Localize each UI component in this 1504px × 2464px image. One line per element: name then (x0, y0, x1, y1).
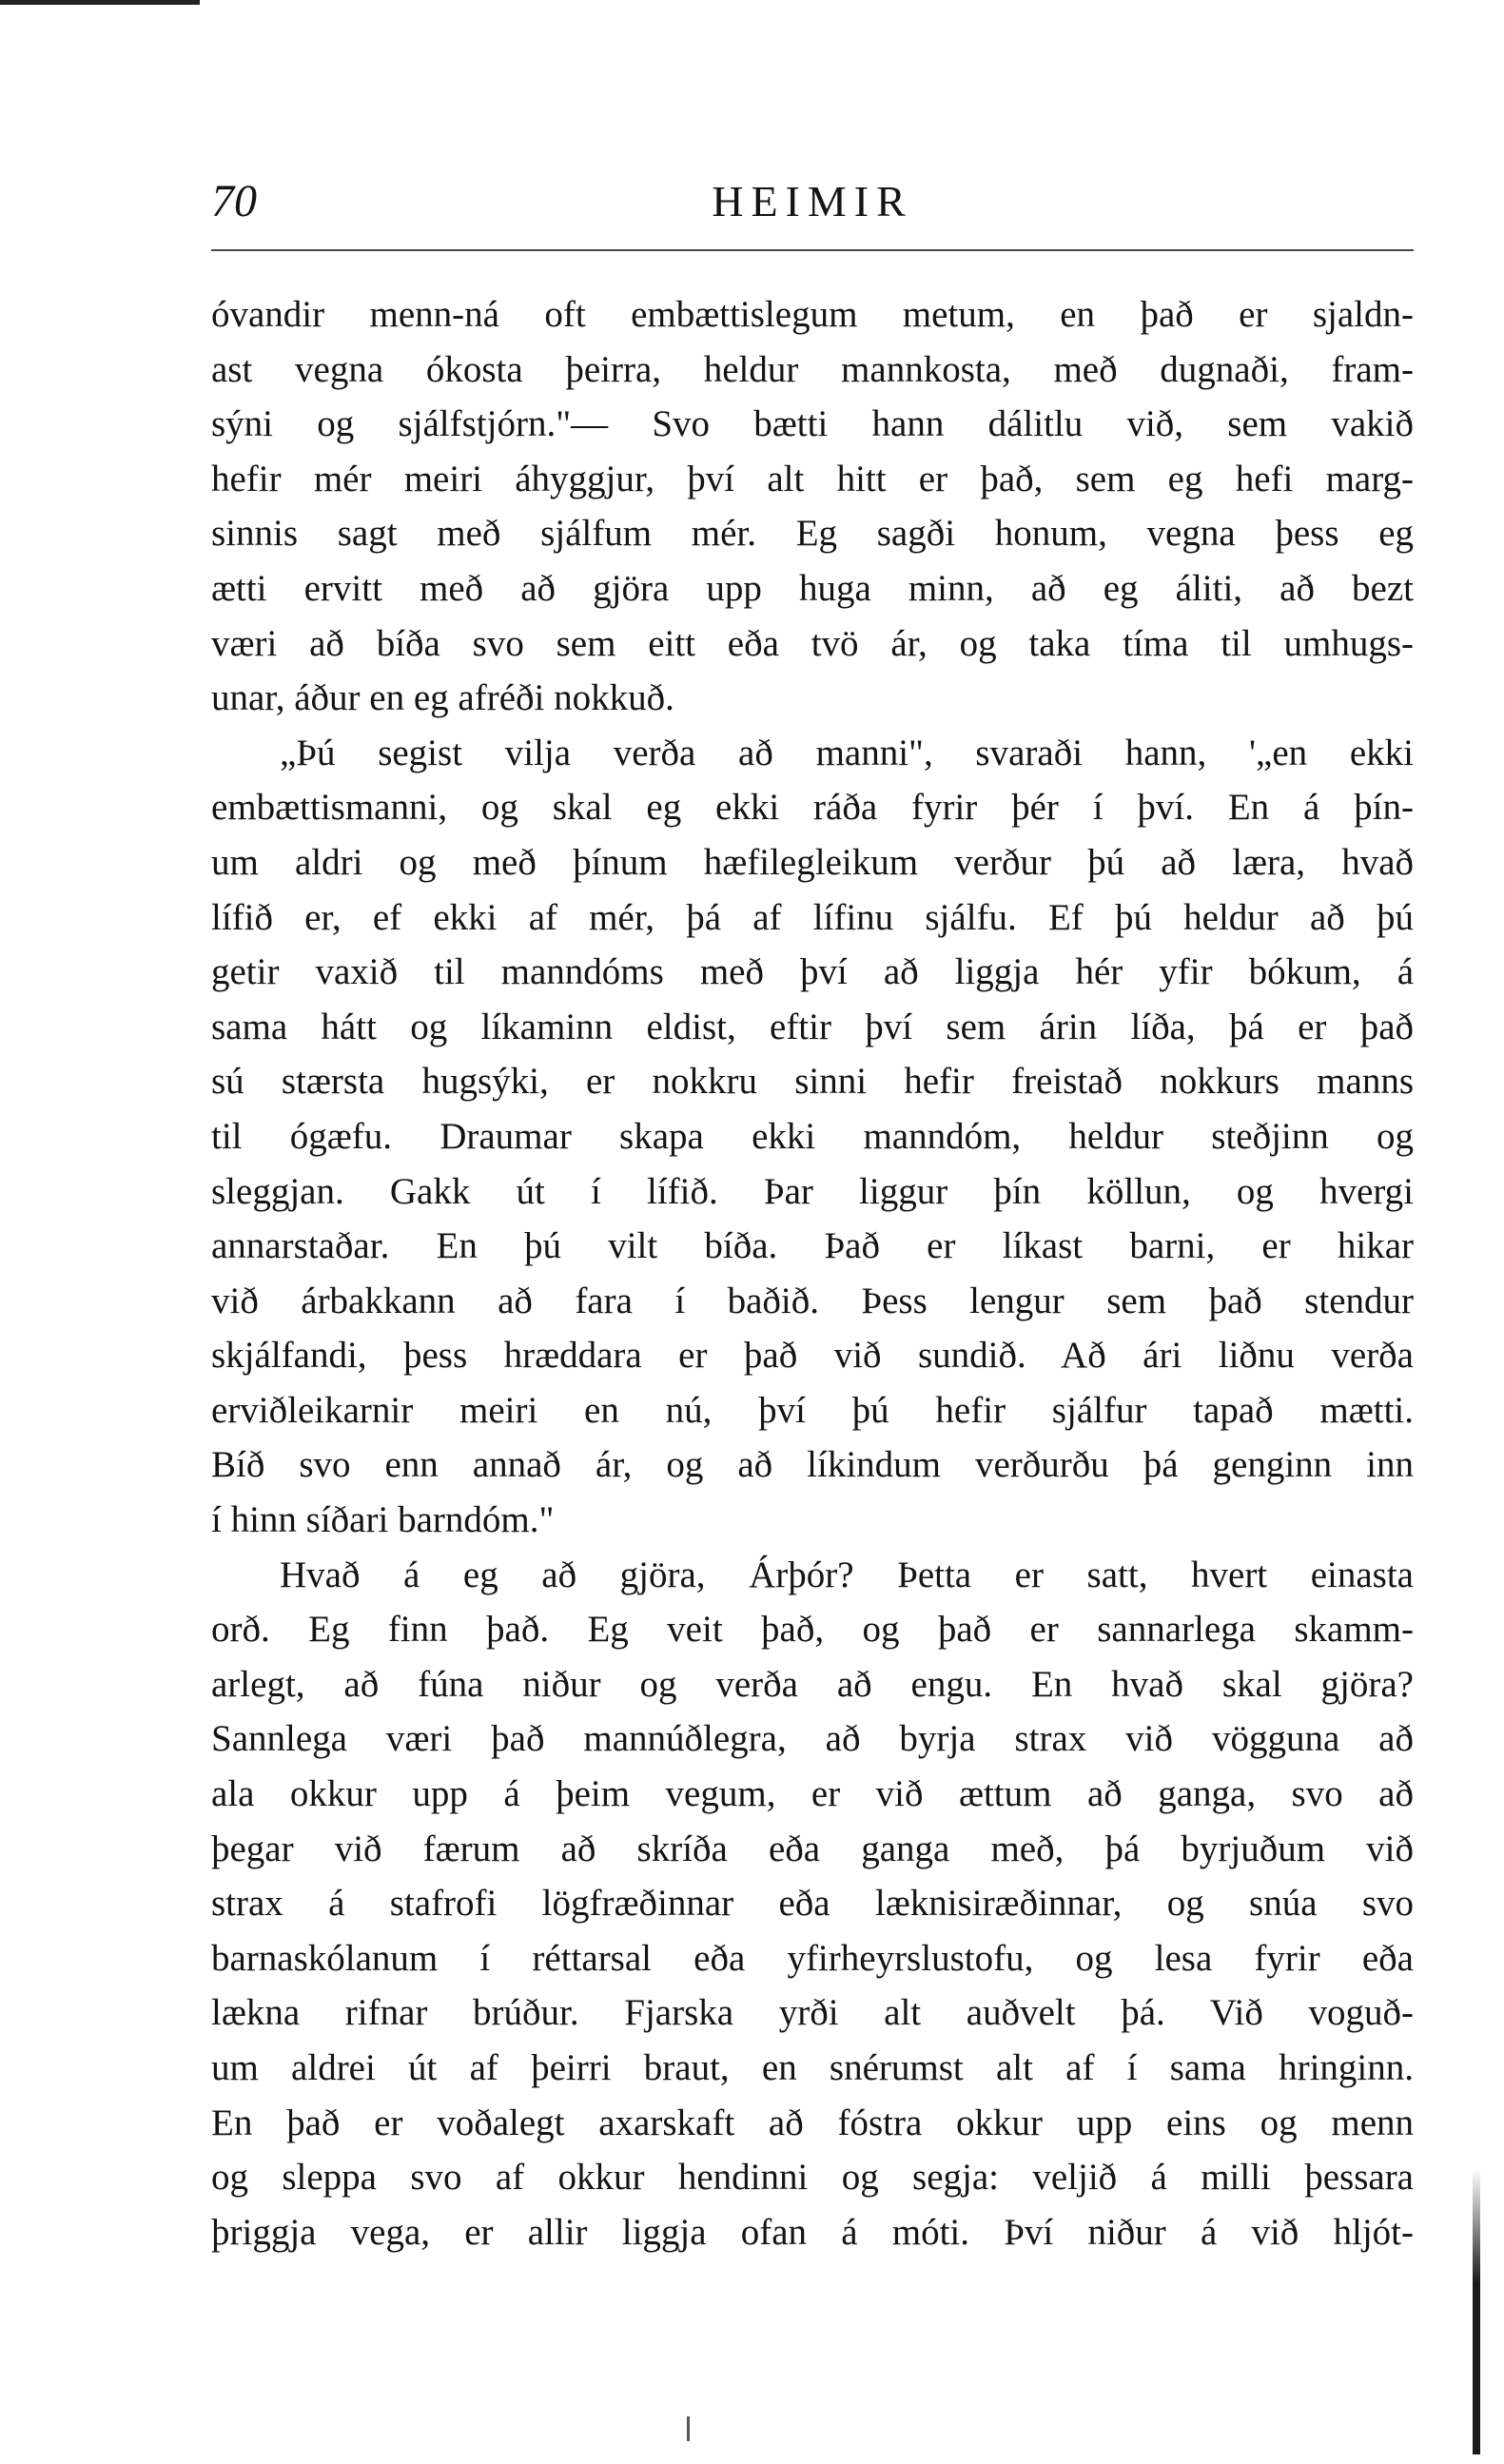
page-header (211, 173, 1414, 240)
text-line: lækna rifnar brúður. Fjarska yrði alt auðvelt þá. Við voguð- (211, 1992, 1414, 2034)
body-text (211, 287, 1414, 2259)
text-line: til ógæfu. Draumar skapa ekki manndóm, heldur steðjinn og (211, 1115, 1414, 1157)
text-line: skjálfandi, þess hræddara er það við sundið. Að ári liðnu verða (211, 1335, 1414, 1377)
text-line: ast vegna ókosta þeirra, heldur mannkosta, með dugnaði, fram- (211, 348, 1414, 390)
text-line: og sleppa svo af okkur hendinni og segja: veljið á milli þessara (211, 2157, 1414, 2199)
running-head: HEIMIR (712, 177, 913, 225)
text-line: ala okkur upp á þeim vegum, er við ættum að ganga, svo að (211, 1773, 1414, 1815)
text-line: getir vaxið til manndóms með því að liggja hér yfir bókum, á (211, 951, 1414, 993)
text-line: sinnis sagt með sjálfum mér. Eg sagði honum, vegna þess eg (211, 513, 1414, 555)
text-line: arlegt, að fúna niður og verða að engu. En hvað skal gjöra? (211, 1663, 1414, 1705)
bottom-mark (687, 2416, 690, 2441)
text-line: En það er voðalegt axarskaft að fóstra okkur upp eins og menn (211, 2102, 1414, 2143)
text-line: um aldrei út af þeirri braut, en snérumst alt af í sama hringinn. (211, 2047, 1414, 2088)
text-line: embættismanni, og skal eg ekki ráða fyrir þér í því. En á þín- (211, 787, 1414, 829)
text-line: erviðleikarnir meiri en nú, því þú hefir sjálfur tapað mætti. (211, 1389, 1414, 1431)
header-rule (211, 249, 1414, 251)
text-line: væri að bíða svo sem eitt eða tvö ár, og taka tíma til umhugs- (211, 622, 1414, 664)
top-edge-rule (0, 0, 200, 5)
text-line: unar, áður en eg afréði nokkuð. (211, 677, 674, 719)
text-line: barnaskólanum í réttarsal eða yfirheyrslustofu, og lesa fyrir eða (211, 1937, 1414, 1979)
text-line: í hinn síðari barndóm." (211, 1499, 555, 1541)
text-line: þriggja vega, er allir liggja ofan á móti. Því niður á við hljót- (211, 2211, 1414, 2253)
text-line: „Þú segist vilja verða að manni", svaraði hann, '„en ekki (280, 732, 1414, 773)
text-line: strax á stafrofi lögfræðinnar eða læknisiræðinnar, og snúa svo (211, 1883, 1414, 1925)
text-line: ætti ervitt með að gjöra upp huga minn, að eg áliti, að bezt (211, 567, 1414, 609)
text-line: óvandir menn-ná oft embættislegum metum, en það er sjaldn- (211, 294, 1414, 335)
text-line: Sannlega væri það mannúðlegra, að byrja strax við vöggunа að (211, 1718, 1414, 1760)
text-line: þegar við færum að skríða eða ganga með, þá byrjuðum við (211, 1828, 1414, 1869)
text-line: annarstaðar. En þú vilt bíða. Það er líkast barni, er hikar (211, 1225, 1414, 1267)
text-line: við árbakkann að fara í baðið. Þess lengur sem það stendur (211, 1280, 1414, 1321)
page-number: 70 (211, 176, 257, 226)
text-line: sýni og sjálfstjórn."— Svo bætti hann dálitlu við, sem vakið (211, 403, 1414, 445)
text-line: sleggjan. Gakk út í lífið. Þar liggur þín köllun, og hvergi (211, 1170, 1414, 1212)
text-line: sú stærsta hugsýki, er nokkru sinni hefir freistað nokkurs manns (211, 1061, 1414, 1103)
page-edge-shadow (1473, 2169, 1480, 2454)
text-line: orð. Eg finn það. Eg veit það, og það er sannarlega skamm- (211, 1609, 1414, 1651)
text-line: Hvað á eg að gjöra, Árþór? Þetta er satt, hvert einasta (280, 1554, 1414, 1595)
text-line: um aldri og með þínum hæfilegleikum verður þú að læra, hvað (211, 841, 1414, 883)
text-line: Bíð svo enn annað ár, og að líkindum verðurðu þá genginn inn (211, 1444, 1414, 1486)
text-line: hefir mér meiri áhyggjur, því alt hitt er það, sem eg hefi marg- (211, 458, 1414, 499)
text-line: sama hátt og líkaminn eldist, eftir því sem árin líða, þá er það (211, 1006, 1414, 1047)
text-line: lífið er, ef ekki af mér, þá af lífinu sjálfu. Ef þú heldur að þú (211, 896, 1414, 938)
